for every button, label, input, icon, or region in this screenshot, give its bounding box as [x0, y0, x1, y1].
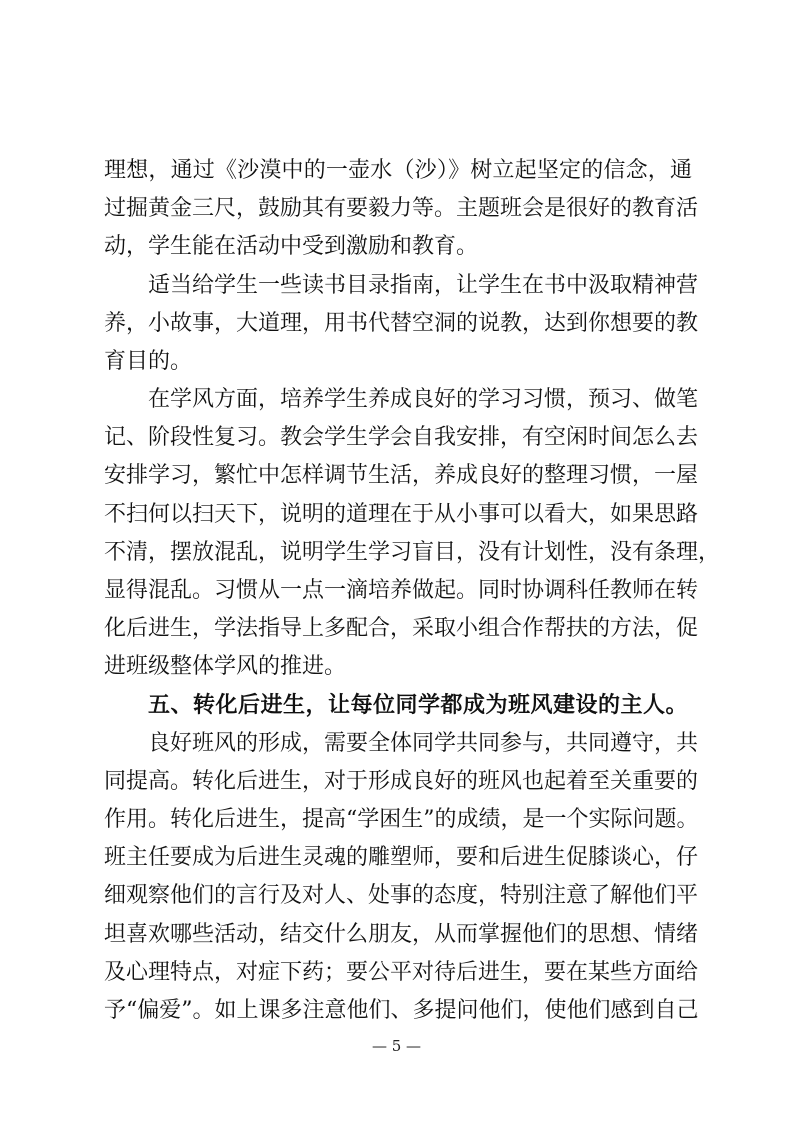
body-line: 化后进生，学法指导上多配合，采取小组合作帮扶的方法，促 — [104, 616, 699, 641]
body-line: 适当给学生一些读书目录指南，让学生在书中汲取精神营 — [148, 273, 699, 298]
body-line: 进班级整体学风的推进。 — [104, 654, 347, 679]
body-line: 养，小故事，大道理，用书代替空洞的说教，达到你想要的教 — [104, 311, 699, 336]
body-line: 良好班风的形成，需要全体同学共同参与，共同遵守，共 — [148, 731, 699, 756]
body-line: 安排学习，繁忙中怎样调节生活，养成良好的整理习惯，一屋 — [104, 463, 699, 488]
body-line: 育目的。 — [104, 349, 193, 374]
body-line: 显得混乱。习惯从一点一滴培养做起。同时协调科任教师在转 — [104, 578, 699, 603]
body-line: 不扫何以扫天下，说明的道理在于从小事可以看大，如果思路 — [104, 502, 699, 527]
body-line: 予“偏爱”。如上课多注意他们、多提问他们，使他们感到自己 — [104, 998, 699, 1023]
body-line: 在学风方面，培养学生养成良好的学习习惯，预习、做笔 — [148, 387, 699, 412]
body-line: 细观察他们的言行及对人、处事的态度，特别注意了解他们平 — [104, 883, 699, 908]
body-line: 记、阶段性复习。教会学生学会自我安排，有空闲时间怎么去 — [104, 425, 699, 450]
body-line: 过掘黄金三尺，鼓励其有要毅力等。主题班会是很好的教育活 — [104, 196, 699, 221]
body-line: 不清，摆放混乱，说明学生学习盲目，没有计划性，没有条理， — [104, 540, 721, 565]
body-line: 作用。转化后进生，提高“学困生”的成绩，是一个实际问题。 — [104, 807, 699, 832]
body-line: 动，学生能在活动中受到激励和教育。 — [104, 234, 479, 259]
body-line: 同提高。转化后进生，对于形成良好的班风也起着至关重要的 — [104, 769, 699, 794]
body-line: 及心理特点，对症下药；要公平对待后进生，要在某些方面给 — [104, 960, 699, 985]
body-line: 班主任要成为后进生灵魂的雕塑师，要和后进生促膝谈心，仔 — [104, 845, 699, 870]
body-line: 理想，通过《沙漠中的一壶水（沙）》树立起坚定的信念，通 — [104, 158, 692, 183]
body-line: 坦喜欢哪些活动，结交什么朋友，从而掌握他们的思想、情绪 — [104, 922, 699, 947]
page-number: — 5 — — [371, 1037, 422, 1055]
section-heading: 五、转化后进生，让每位同学都成为班风建设的主人。 — [148, 693, 689, 718]
